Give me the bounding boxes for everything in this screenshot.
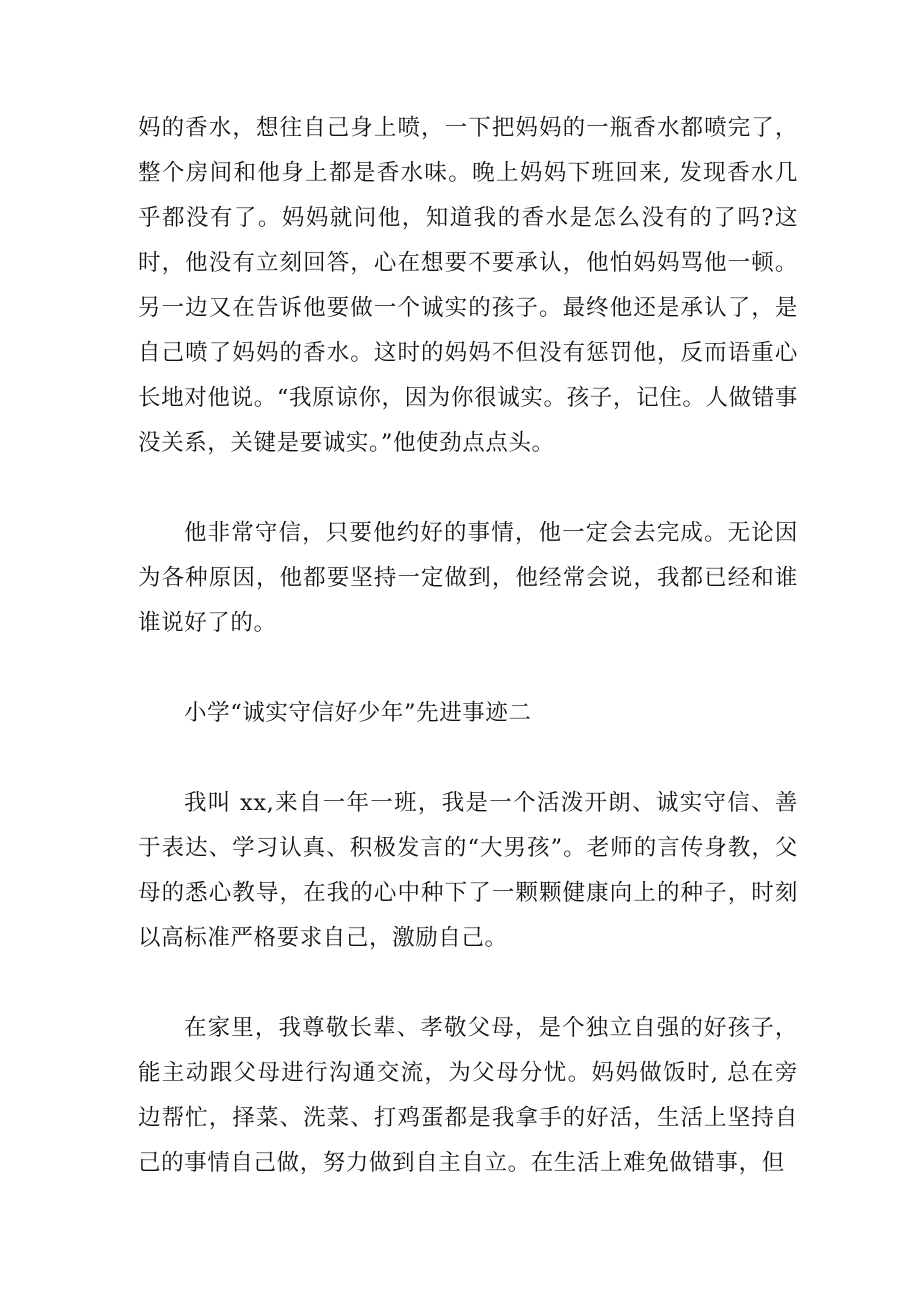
paragraph-at-home: 在家里，我尊敬长辈、孝敬父母，是个独立自强的好孩子，能主动跟父母进行沟通交流，为父母分忧。妈妈做饭时, 总在旁边帮忙，择菜、洗菜、打鸡蛋都是我拿手的好活，生活上坚持自己的事情自己做，努力做到自主自立。在生活上难免做错事，但 [138,1015,798,1176]
paragraph-trustworthy: 他非常守信，只要他约好的事情，他一定会去完成。无论因为各种原因，他都要坚持一定做到，他经常会说，我都已经和谁谁说好了的。 [138,520,798,636]
paragraph-gap [138,466,798,511]
document-body [138,106,798,1186]
paragraph-gap [138,646,798,691]
paragraph-gap [138,961,798,1006]
paragraph-introduction: 我叫 xx,来自一年一班，我是一个活泼开朗、诚实守信、善于表达、学习认真、积极发言的“大男孩”。老师的言传身教，父母的悉心教导，在我的心中种下了一颗颗健康向上的种子，时刻以高标准严格要求自己，激励自己。 [138,790,798,951]
paragraph-gap [138,736,798,781]
section-heading: 小学“诚实守信好少年”先进事迹二 [184,700,532,726]
paragraph-story-continuation: 妈的香水，想往自己身上喷，一下把妈妈的一瓶香水都喷完了，整个房间和他身上都是香水味。晚上妈妈下班回来, 发现香水几乎都没有了。妈妈就问他，知道我的香水是怎么没有的了吗?这时，他没有立刻回答，心在想要不要承认，他怕妈妈骂他一顿。另一边又在告诉他要做一个诚实的孩子。最终他还是承认了，是自己喷了妈妈的香水。这时的妈妈不但没有惩罚他，反而语重心长地对他说。“我原谅你，因为你很诚实。孩子，记住。人做错事没关系，关键是要诚实。”他使劲点点头。 [138,115,798,456]
